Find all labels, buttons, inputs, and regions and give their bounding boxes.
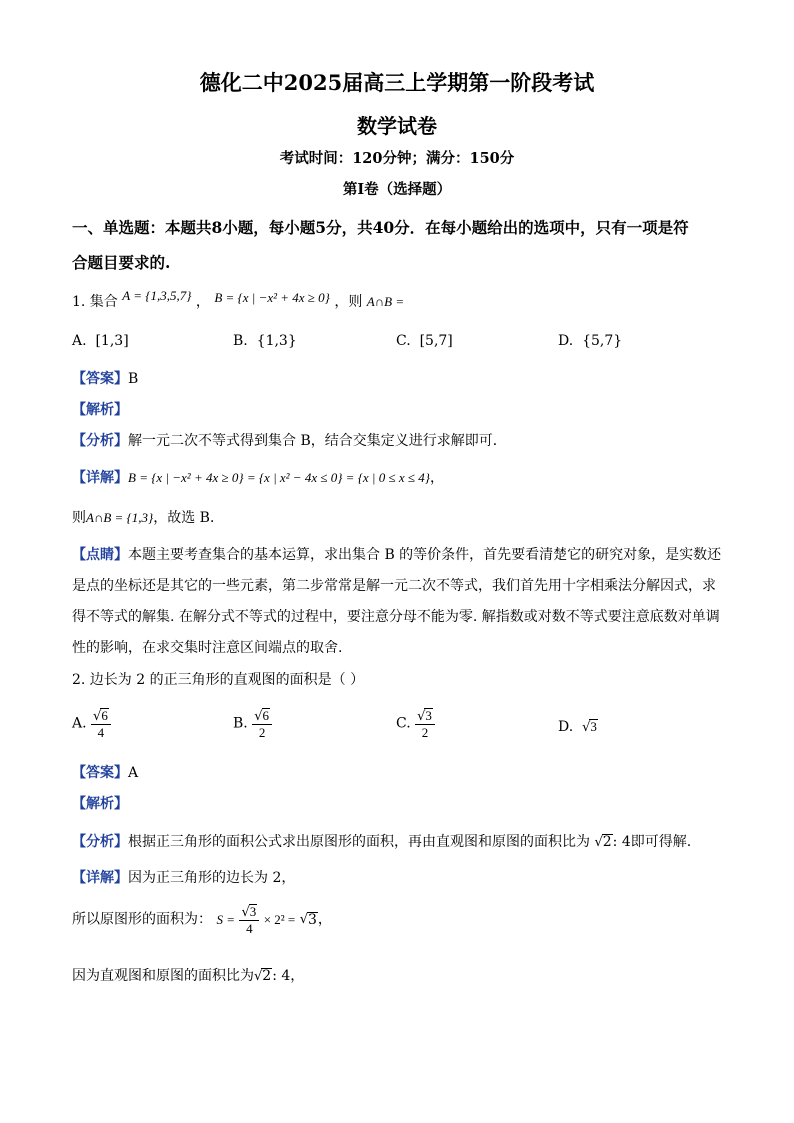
q2-option-c-fraction: $\frac{√3}{2}$ (415, 708, 435, 739)
q2-option-a: A. $\frac{√6}{4}$ (72, 708, 111, 739)
q1-option-c: C. [5,7] (396, 333, 453, 349)
q2-option-d: D. √3 (558, 719, 597, 735)
q2-answer: 【答案】A (72, 765, 139, 781)
q2-analysis-tag: 【解析】 (72, 796, 128, 812)
q1-stem: 1. 集合 A = {1,3,5,7} ， B = {x | −x² + 4x ≥ 0} ，则 A∩B = (72, 288, 405, 310)
exam-subtitle: 数学试卷 (357, 114, 437, 138)
exam-title: 德化二中2025届高三上学期第一阶段考试 (199, 70, 595, 95)
part-label: 第I卷（选择题） (342, 181, 452, 198)
section-heading-line1: 一、单选题：本题共8小题，每小题5分，共40分．在每小题给出的选项中，只有一项是符 (72, 218, 689, 237)
q1-answer: 【答案】B (72, 371, 139, 387)
q1-comment-line1: 【点睛】本题主要考查集合的基本运算，求出集合 B 的等价条件，首先要看清楚它的研究对象，是实数还 (72, 547, 722, 563)
q1-option-a: A. [1,3] (72, 333, 129, 349)
q1-analysis-tag: 【解析】 (72, 402, 128, 418)
section-heading-line2: 合题目要求的. (72, 253, 171, 272)
q1-comment-line2: 是点的坐标还是其它的一些元素，第二步常常是解一元二次不等式，我们首先用十字相乘法分解因式，求 (72, 578, 716, 594)
q2-option-b: B. $\frac{√6}{2}$ (233, 708, 272, 739)
q1-option-d: D. {5,7} (558, 333, 623, 349)
q2-detail: 【详解】因为正三角形的边长为 2， (72, 870, 296, 886)
q2-option-a-fraction: $\frac{√6}{4}$ (91, 708, 111, 739)
q2-option-c: C. $\frac{√3}{2}$ (396, 708, 435, 739)
q2-stem: 2. 边长为 2 的正三角形的直观图的面积是（ ） (72, 672, 365, 688)
q1-option-b: B. {1,3} (233, 333, 297, 349)
exam-info: 考试时间：120分钟；满分：150分 (279, 150, 515, 167)
q2-option-b-fraction: $\frac{√6}{2}$ (252, 708, 272, 739)
q2-ratio: 因为直观图和原图的面积比为√2: 4， (72, 968, 305, 984)
q2-area-fraction: $\frac{√3}{4}$ (239, 904, 259, 935)
q1-set-a: A = {1,3,5,7} (122, 288, 192, 303)
q1-then: 则A∩B = {1,3}，故选 B． (72, 510, 224, 526)
q1-comment-line4: 性的影响，在求交集时注意区间端点的取舍. (72, 640, 343, 656)
q1-set-b: B = {x | −x² + 4x ≥ 0} (214, 290, 330, 305)
q1-comment-line3: 得不等式的解集. 在解分式不等式的过程中，要注意分母不能为零. 解指数或对数不等式要注意底数对单调 (72, 609, 720, 625)
q1-ask: A∩B = (366, 294, 405, 309)
q2-fenxi: 【分析】根据正三角形的面积公式求出原图形的面积，再由直观图和原图的面积比为 √2: 4即可得解. (72, 834, 692, 850)
q1-detail: 【详解】B = {x | −x² + 4x ≥ 0} = {x | x² − 4x ≤ 0} = {x | 0 ≤ x ≤ 4}， (72, 470, 444, 486)
q1-fenxi: 【分析】解一元二次不等式得到集合 B，结合交集定义进行求解即可． (72, 433, 507, 449)
q2-area: 所以原图形的面积为： S = $\frac{√3}{4}$ × 2² = √3， (72, 904, 332, 936)
